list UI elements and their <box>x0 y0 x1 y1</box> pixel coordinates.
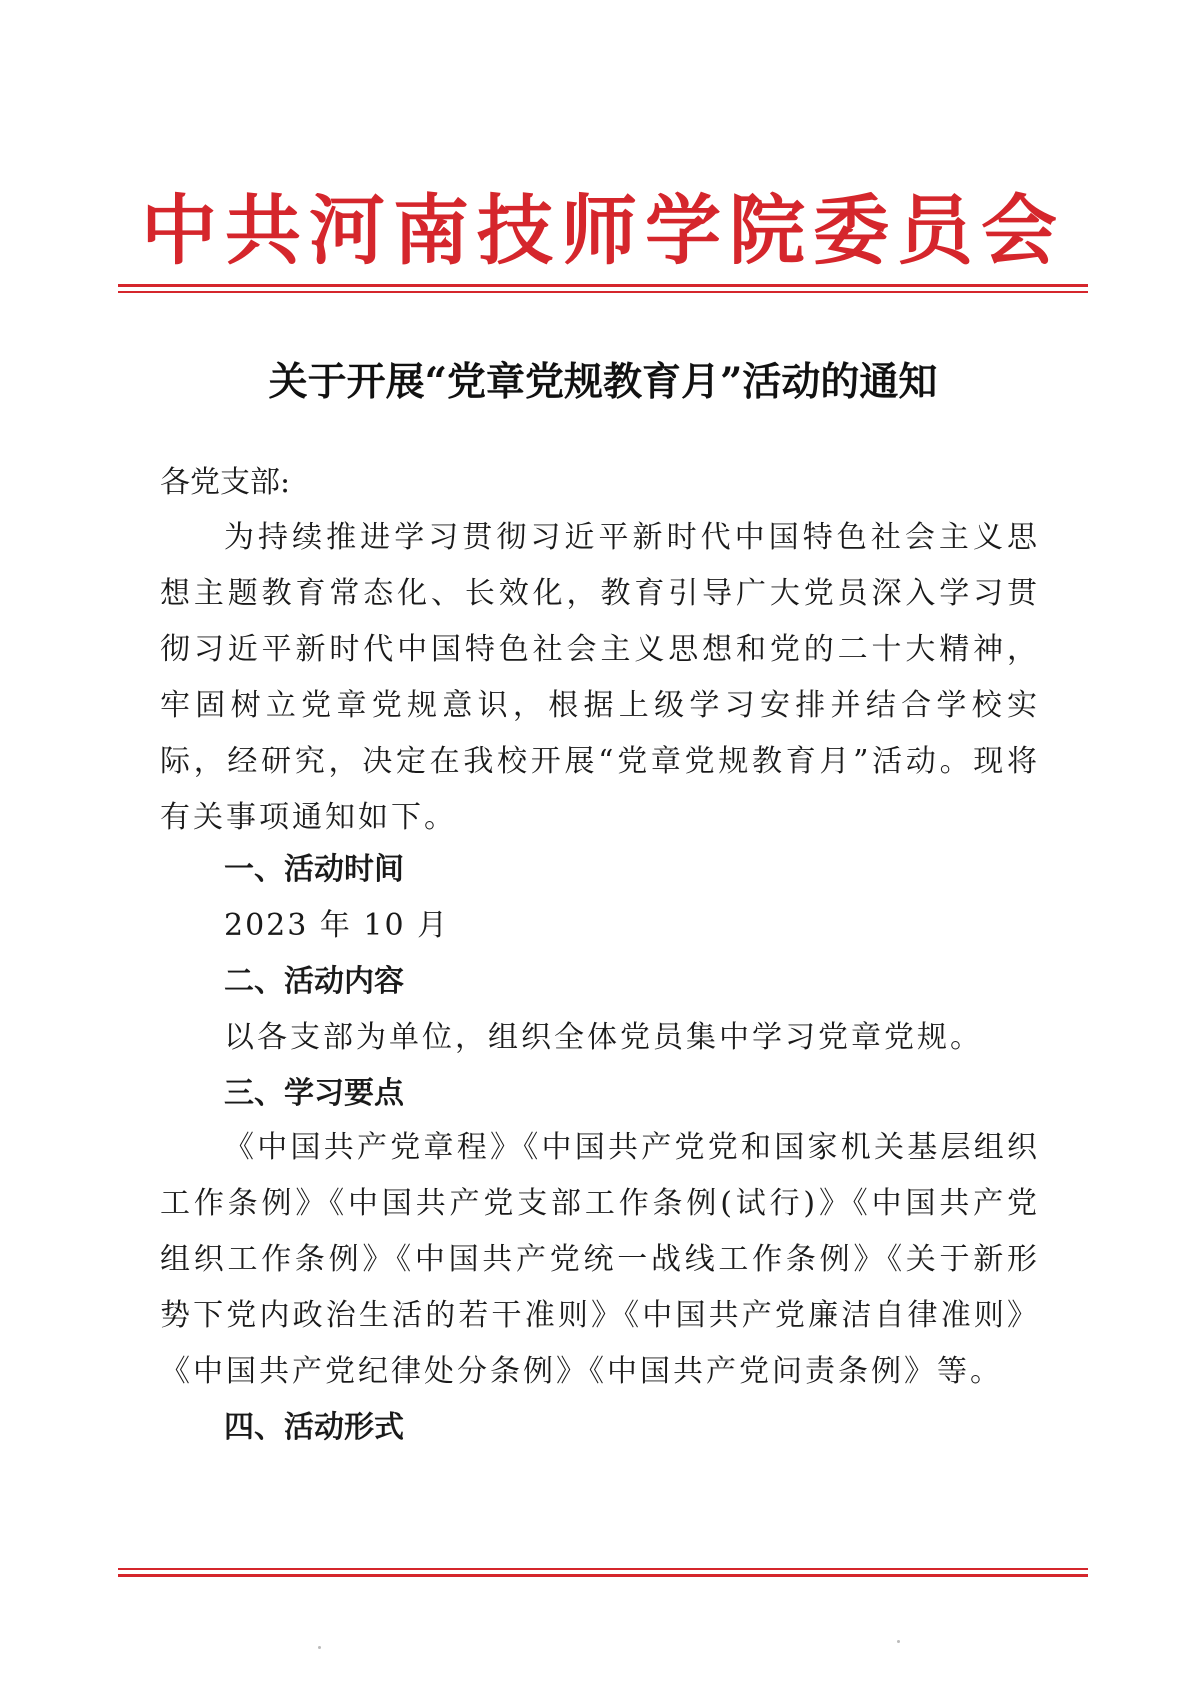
section-content-1: 2023 年 10 月 <box>224 908 450 943</box>
scan-speck <box>318 1646 321 1649</box>
red-rule-thick-line <box>118 284 1088 287</box>
section-heading-4: 四、活动形式 <box>224 1410 404 1445</box>
scan-speck <box>897 1640 900 1643</box>
salutation: 各党支部: <box>160 465 291 500</box>
section-heading-2: 二、活动内容 <box>224 964 404 999</box>
footer-rule-thick-line <box>118 1574 1088 1577</box>
red-rule-thin-line <box>118 291 1088 293</box>
section-content-2: 以各支部为单位，组织全体党员集中学习党章党规。 <box>224 1020 983 1055</box>
footer-red-rule <box>118 1568 1088 1577</box>
footer-rule-thin-line <box>118 1568 1088 1570</box>
masthead-red-rule <box>118 284 1088 293</box>
section-heading-3: 三、学习要点 <box>224 1076 404 1111</box>
intro-paragraph: 为持续推进学习贯彻习近平新时代中国特色社会主义思想主题教育常态化、长效化，教育引导广大党员深入学习贯彻习近平新时代中国特色社会主义思想和党的二十大精神，牢固树立党章党规意识，根据上级学习安排并结合学校实际，经研究，决定在我校开展“党章党规教育月”活动。现将有关事项通知如下。 <box>160 520 1040 835</box>
section-heading-1: 一、活动时间 <box>224 852 404 887</box>
document-title: 关于开展“党章党规教育月”活动的通知 <box>268 359 938 405</box>
section-content-3: 《中国共产党章程》《中国共产党党和国家机关基层组织工作条例》《中国共产党支部工作条例(试行)》《中国共产党组织工作条例》《中国共产党统一战线工作条例》《关于新形势下党内政治生活的若干准则》《中国共产党廉洁自律准则》《中国共产党纪律处分条例》《中国共产党问责条例》等。 <box>160 1130 1040 1389</box>
masthead-org-name: 中共河南技师学院委员会 <box>141 186 1065 275</box>
